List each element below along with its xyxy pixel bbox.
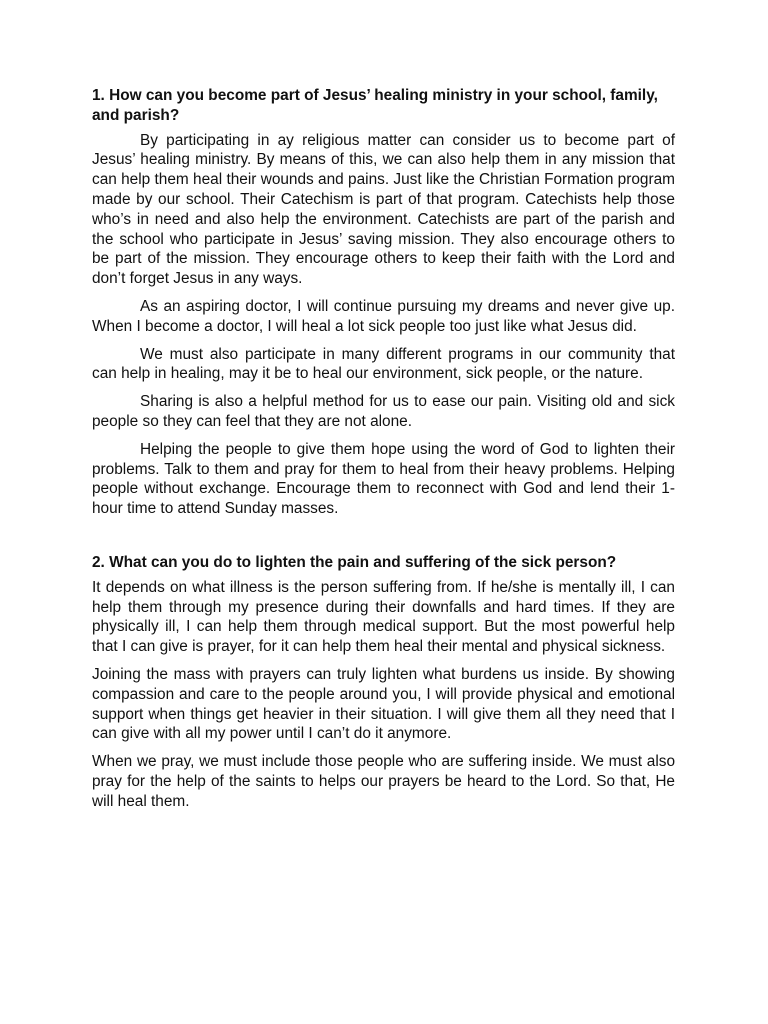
answer-paragraph: We must also participate in many different programs in our community that can help in healing, may it be to heal our environment, sick people, or the nature. [92,345,675,383]
question-heading: 1. How can you become part of Jesus’ healing ministry in your school, family, and parish? [92,87,658,124]
answer-paragraph: As an aspiring doctor, I will continue pursuing my dreams and never give up. When I become a doctor, I will heal a lot sick people too just like what Jesus did. [92,297,675,335]
document-page [92,86,675,820]
section-2 [92,553,675,812]
answer-paragraph: When we pray, we must include those people who are suffering inside. We must also pray for the help of the saints to helps our prayers be heard to the Lord. So that, He will heal them. [92,753,675,810]
answer-paragraph: By participating in ay religious matter can consider us to become part of Jesus’ healing ministry. By means of this, we can also help them in any mission that can help them heal their wounds and pains. Just like the Christian Formation program made by our school. Their Catechism is part of that program. Catechists help those who’s in need and also help the environment. Catechists are part of the parish and the school who participate in Jesus’ saving mission. They also encourage others to be part of the mission. They encourage others to keep their faith with the Lord and don’t forget Jesus in any ways. [92,131,675,288]
answer-paragraph: Joining the mass with prayers can truly lighten what burdens us inside. By showing compassion and care to the people around you, I will provide physical and emotional support when things get heavier in their situation. I will give them all they need that I can give with all my power until I can’t do it anymore. [92,665,675,743]
section-1 [92,86,675,519]
answer-paragraph: Helping the people to give them hope using the word of God to lighten their problems. Talk to them and pray for them to heal from their heavy problems. Helping people without exchange. Encourage them to reconnect with God and lend their 1-hour time to attend Sunday masses. [92,440,675,518]
section-spacer [92,527,675,553]
answer-paragraph: Sharing is also a helpful method for us to ease our pain. Visiting old and sick people so they can feel that they are not alone. [92,393,675,430]
answer-paragraph: It depends on what illness is the person suffering from. If he/she is mentally ill, I can help them through my presence during their downfalls and hard times. If they are physically ill, I can help them through medical support. But the most powerful help that I can give is prayer, for it can help them heal their mental and physical sickness. [92,578,675,656]
question-heading: 2. What can you do to lighten the pain and suffering of the sick person? [92,553,617,571]
